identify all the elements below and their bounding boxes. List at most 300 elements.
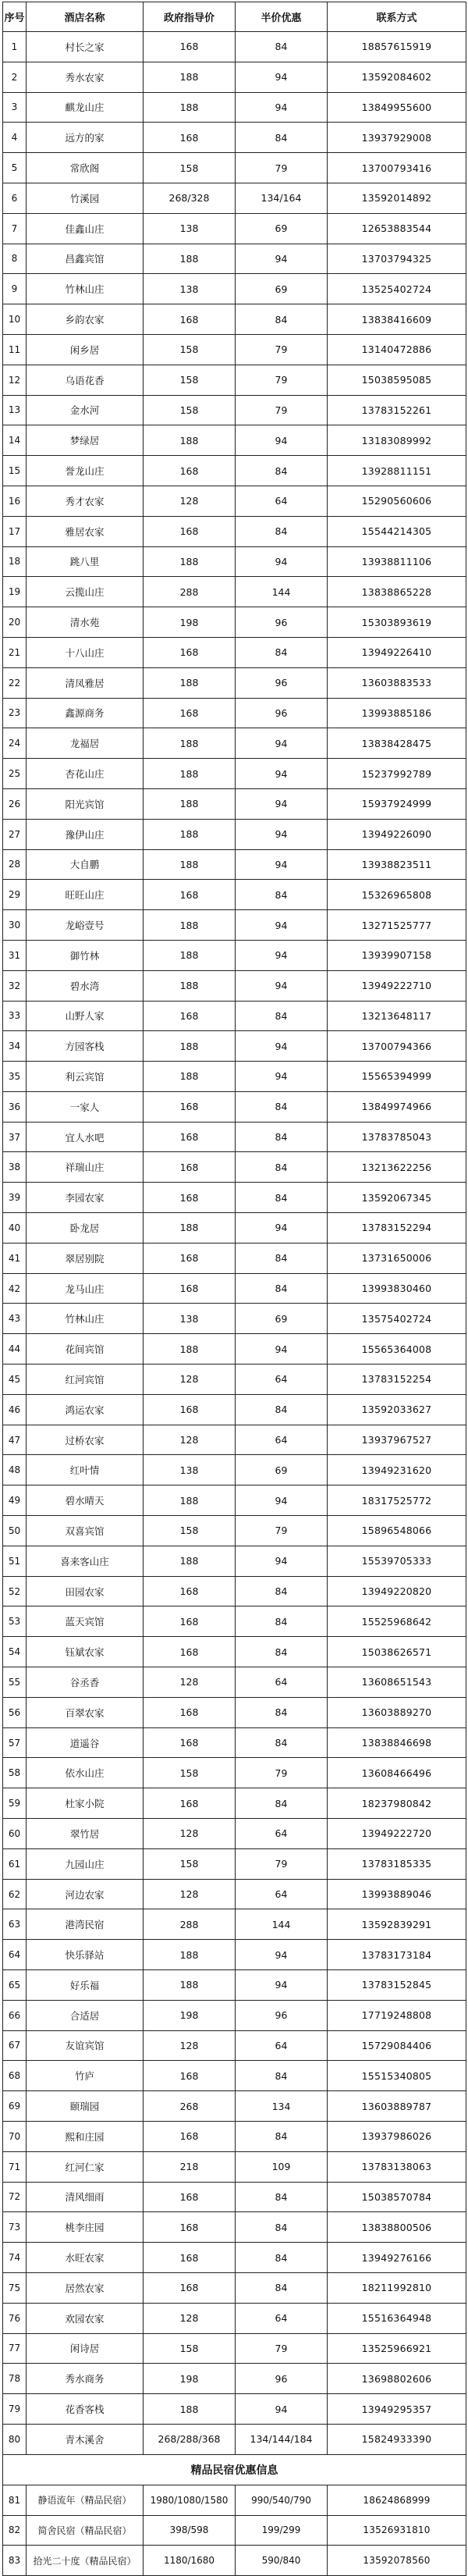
row-gov-price: 158 — [144, 1848, 236, 1879]
row-seq: 30 — [3, 910, 27, 941]
boutique-section — [3, 2454, 466, 2575]
table-row — [3, 2000, 466, 2030]
row-half-price: 94 — [236, 92, 328, 123]
row-half-price: 109 — [236, 2151, 328, 2182]
table-row — [3, 2212, 466, 2243]
header-contact: 联系方式 — [328, 2, 466, 32]
row-seq: 14 — [3, 425, 27, 456]
row-seq: 32 — [3, 970, 27, 1001]
row-half-price: 84 — [236, 2121, 328, 2151]
row-hotel-name: 利云宾馆 — [27, 1062, 144, 1092]
header-gov-price: 政府指导价 — [144, 2, 236, 32]
row-hotel-name: 竹林山庄 — [27, 274, 144, 304]
table-row — [3, 2424, 466, 2454]
row-phone: 13783785043 — [328, 1122, 466, 1152]
hotel-rows — [3, 32, 466, 2455]
row-seq: 66 — [3, 2000, 27, 2030]
row-seq: 49 — [3, 1485, 27, 1516]
row-phone: 15038626571 — [328, 1637, 466, 1667]
row-half-price: 79 — [236, 153, 328, 183]
row-gov-price: 168 — [144, 1697, 236, 1727]
row-phone: 15544214305 — [328, 516, 466, 546]
row-half-price: 134/144/184 — [236, 2424, 328, 2454]
row-hotel-name: 好乐福 — [27, 1970, 144, 2001]
row-phone: 13949276166 — [328, 2243, 466, 2273]
row-gov-price: 128 — [144, 1667, 236, 1698]
table-row — [3, 728, 466, 759]
row-seq: 37 — [3, 1122, 27, 1152]
table-row — [3, 1727, 466, 1758]
row-seq: 7 — [3, 213, 27, 244]
row-hotel-name: 喜来客山庄 — [27, 1546, 144, 1576]
row-phone: 15565394999 — [328, 1062, 466, 1092]
row-hotel-name: 旺旺山庄 — [27, 880, 144, 910]
row-phone: 13213648117 — [328, 1001, 466, 1031]
header-seq: 序号 — [3, 2, 27, 32]
table-row — [3, 486, 466, 516]
row-gov-price: 138 — [144, 213, 236, 244]
row-hotel-name: 颐瑞园 — [27, 2091, 144, 2122]
row-gov-price: 158 — [144, 2333, 236, 2364]
table-row — [3, 425, 466, 456]
row-gov-price: 168 — [144, 1091, 236, 1122]
row-half-price: 94 — [236, 1970, 328, 2001]
row-gov-price: 138 — [144, 1304, 236, 1334]
row-gov-price: 168 — [144, 637, 236, 667]
row-seq: 40 — [3, 1213, 27, 1244]
row-gov-price: 168 — [144, 1394, 236, 1425]
row-phone: 13608651543 — [328, 1667, 466, 1698]
row-hotel-name: 佳鑫山庄 — [27, 213, 144, 244]
table-row — [3, 2515, 466, 2546]
row-seq: 46 — [3, 1394, 27, 1425]
row-phone: 18317525772 — [328, 1485, 466, 1516]
table-row — [3, 213, 466, 244]
row-gov-price: 398/598 — [144, 2515, 236, 2546]
row-hotel-name: 谷丞香 — [27, 1667, 144, 1698]
table-row — [3, 1152, 466, 1183]
row-hotel-name: 花香客栈 — [27, 2394, 144, 2425]
table-row — [3, 940, 466, 970]
row-seq: 79 — [3, 2394, 27, 2425]
row-phone: 13592033627 — [328, 1394, 466, 1425]
table-row — [3, 395, 466, 425]
table-row — [3, 1183, 466, 1213]
row-phone: 13608466496 — [328, 1758, 466, 1788]
row-phone: 13849955600 — [328, 92, 466, 123]
row-seq: 26 — [3, 788, 27, 819]
row-half-price: 84 — [236, 1788, 328, 1819]
row-hotel-name: 卧龙居 — [27, 1213, 144, 1244]
row-seq: 51 — [3, 1546, 27, 1576]
row-half-price: 64 — [236, 1879, 328, 1909]
row-phone: 13603889787 — [328, 2091, 466, 2122]
boutique-section-title: 精品民宿优惠信息 — [3, 2454, 466, 2485]
row-phone: 15515340805 — [328, 2061, 466, 2091]
row-seq: 16 — [3, 486, 27, 516]
row-hotel-name: 钰斌农家 — [27, 1637, 144, 1667]
table-row — [3, 546, 466, 577]
row-hotel-name: 九园山庄 — [27, 1848, 144, 1879]
row-hotel-name: 静语流年（精品民宿） — [27, 2485, 144, 2515]
table-row — [3, 2061, 466, 2091]
row-gov-price: 158 — [144, 1758, 236, 1788]
table-row — [3, 1697, 466, 1727]
row-gov-price: 218 — [144, 2151, 236, 2182]
row-hotel-name: 阳光宾馆 — [27, 788, 144, 819]
row-half-price: 64 — [236, 2030, 328, 2061]
row-gov-price: 168 — [144, 1637, 236, 1667]
row-seq: 21 — [3, 637, 27, 667]
row-phone: 18237980842 — [328, 1788, 466, 1819]
row-half-price: 134/164 — [236, 183, 328, 213]
table-row — [3, 123, 466, 153]
row-hotel-name: 翠居别院 — [27, 1243, 144, 1273]
row-phone: 13526931810 — [328, 2515, 466, 2546]
table-row — [3, 1667, 466, 1698]
row-half-price: 84 — [236, 1606, 328, 1637]
row-hotel-name: 清凤雅居 — [27, 667, 144, 698]
row-hotel-name: 熙和庄园 — [27, 2121, 144, 2151]
row-half-price: 84 — [236, 1122, 328, 1152]
row-phone: 13838865228 — [328, 577, 466, 607]
row-gov-price: 168 — [144, 2272, 236, 2303]
row-gov-price: 188 — [144, 849, 236, 880]
row-seq: 73 — [3, 2212, 27, 2243]
table-row — [3, 1788, 466, 1819]
row-seq: 63 — [3, 1909, 27, 1940]
row-hotel-name: 秀才农家 — [27, 486, 144, 516]
row-half-price: 79 — [236, 334, 328, 365]
row-hotel-name: 方园客栈 — [27, 1031, 144, 1062]
row-phone: 13592084602 — [328, 62, 466, 92]
row-phone: 18857615919 — [328, 32, 466, 62]
row-gov-price: 128 — [144, 2303, 236, 2333]
table-row — [3, 1394, 466, 1425]
row-gov-price: 168 — [144, 880, 236, 910]
row-hotel-name: 闲乡居 — [27, 334, 144, 365]
row-gov-price: 198 — [144, 2000, 236, 2030]
row-seq: 69 — [3, 2091, 27, 2122]
row-half-price: 84 — [236, 1273, 328, 1304]
table-row — [3, 2272, 466, 2303]
row-gov-price: 188 — [144, 759, 236, 789]
row-half-price: 84 — [236, 516, 328, 546]
table-row — [3, 274, 466, 304]
row-hotel-name: 翠竹居 — [27, 1819, 144, 1849]
row-half-price: 64 — [236, 486, 328, 516]
row-seq: 17 — [3, 516, 27, 546]
row-phone: 15290560606 — [328, 486, 466, 516]
row-gov-price: 188 — [144, 1546, 236, 1576]
row-seq: 31 — [3, 940, 27, 970]
table-row — [3, 1031, 466, 1062]
row-half-price: 134 — [236, 2091, 328, 2122]
row-phone: 15896548066 — [328, 1516, 466, 1546]
row-half-price: 69 — [236, 1455, 328, 1485]
row-hotel-name: 宜人水吧 — [27, 1122, 144, 1152]
row-seq: 3 — [3, 92, 27, 123]
row-seq: 82 — [3, 2515, 27, 2546]
row-phone: 13949231620 — [328, 1455, 466, 1485]
row-half-price: 94 — [236, 910, 328, 941]
row-phone: 13700793416 — [328, 153, 466, 183]
table-row — [3, 244, 466, 274]
table-row — [3, 1062, 466, 1092]
row-hotel-name: 乡韵农家 — [27, 304, 144, 335]
table-row — [3, 607, 466, 638]
row-half-price: 79 — [236, 1758, 328, 1788]
row-gov-price: 168 — [144, 2182, 236, 2212]
row-hotel-name: 龙福居 — [27, 728, 144, 759]
row-hotel-name: 竹庐 — [27, 2061, 144, 2091]
row-gov-price: 268/288/368 — [144, 2424, 236, 2454]
row-half-price: 84 — [236, 2243, 328, 2273]
row-half-price: 94 — [236, 425, 328, 456]
row-gov-price: 158 — [144, 334, 236, 365]
row-hotel-name: 红叶情 — [27, 1455, 144, 1485]
row-half-price: 64 — [236, 1819, 328, 1849]
row-gov-price: 1980/1080/1580 — [144, 2485, 236, 2515]
row-phone: 18211992810 — [328, 2272, 466, 2303]
row-phone: 13783138063 — [328, 2151, 466, 2182]
row-seq: 11 — [3, 334, 27, 365]
row-phone: 13783152845 — [328, 1970, 466, 2001]
row-hotel-name: 清风细雨 — [27, 2182, 144, 2212]
row-half-price: 84 — [236, 1243, 328, 1273]
row-hotel-name: 金水河 — [27, 395, 144, 425]
row-seq: 45 — [3, 1364, 27, 1395]
row-seq: 61 — [3, 1848, 27, 1879]
row-hotel-name: 田园农家 — [27, 1576, 144, 1606]
row-phone: 13838846698 — [328, 1727, 466, 1758]
row-half-price: 96 — [236, 2364, 328, 2394]
row-half-price: 84 — [236, 1152, 328, 1183]
row-gov-price: 128 — [144, 1425, 236, 1455]
table-row — [3, 1848, 466, 1879]
row-half-price: 94 — [236, 62, 328, 92]
row-phone: 13525402724 — [328, 274, 466, 304]
row-half-price: 84 — [236, 1183, 328, 1213]
table-row — [3, 365, 466, 395]
row-half-price: 79 — [236, 395, 328, 425]
row-phone: 13949220820 — [328, 1576, 466, 1606]
table-row — [3, 2303, 466, 2333]
row-half-price: 94 — [236, 1334, 328, 1364]
row-hotel-name: 碧水晴天 — [27, 1485, 144, 1516]
table-row — [3, 910, 466, 941]
row-hotel-name: 常欣阁 — [27, 153, 144, 183]
row-half-price: 94 — [236, 759, 328, 789]
table-row — [3, 1546, 466, 1576]
row-phone: 13183089992 — [328, 425, 466, 456]
row-gov-price: 268/328 — [144, 183, 236, 213]
row-gov-price: 168 — [144, 2121, 236, 2151]
row-seq: 76 — [3, 2303, 27, 2333]
row-hotel-name: 蓝天宾馆 — [27, 1606, 144, 1637]
row-phone: 13949226090 — [328, 819, 466, 849]
row-gov-price: 168 — [144, 1606, 236, 1637]
row-phone: 13949226410 — [328, 637, 466, 667]
row-seq: 41 — [3, 1243, 27, 1273]
row-half-price: 94 — [236, 1546, 328, 1576]
row-gov-price: 188 — [144, 62, 236, 92]
row-seq: 52 — [3, 1576, 27, 1606]
row-seq: 36 — [3, 1091, 27, 1122]
row-hotel-name: 村长之家 — [27, 32, 144, 62]
row-hotel-name: 清水苑 — [27, 607, 144, 638]
table-row — [3, 2546, 466, 2576]
row-phone: 15237992789 — [328, 759, 466, 789]
row-seq: 6 — [3, 183, 27, 213]
row-gov-price: 168 — [144, 2061, 236, 2091]
row-half-price: 94 — [236, 819, 328, 849]
row-hotel-name: 誉龙山庄 — [27, 456, 144, 486]
row-phone: 13783152294 — [328, 1213, 466, 1244]
table-row — [3, 970, 466, 1001]
row-phone: 12653883544 — [328, 213, 466, 244]
row-half-price: 84 — [236, 1697, 328, 1727]
row-half-price: 79 — [236, 1516, 328, 1546]
row-hotel-name: 远方的家 — [27, 123, 144, 153]
row-phone: 13603889270 — [328, 1697, 466, 1727]
row-seq: 42 — [3, 1273, 27, 1304]
row-gov-price: 188 — [144, 1940, 236, 1970]
row-phone: 13838800506 — [328, 2212, 466, 2243]
table-row — [3, 456, 466, 486]
row-gov-price: 188 — [144, 1031, 236, 1062]
row-phone: 13603883533 — [328, 667, 466, 698]
row-gov-price: 268 — [144, 2091, 236, 2122]
row-phone: 13783185335 — [328, 1848, 466, 1879]
table-row — [3, 759, 466, 789]
table-row — [3, 1940, 466, 1970]
hotel-price-table — [2, 2, 466, 2576]
row-seq: 60 — [3, 1819, 27, 1849]
row-half-price: 96 — [236, 2000, 328, 2030]
row-gov-price: 168 — [144, 2212, 236, 2243]
table-row — [3, 1364, 466, 1395]
row-half-price: 590/840 — [236, 2546, 328, 2576]
row-seq: 23 — [3, 698, 27, 728]
row-phone: 15525968642 — [328, 1606, 466, 1637]
table-row — [3, 2394, 466, 2425]
row-seq: 18 — [3, 546, 27, 577]
table-row — [3, 516, 466, 546]
row-hotel-name: 道遥谷 — [27, 1727, 144, 1758]
row-half-price: 84 — [236, 1637, 328, 1667]
row-half-price: 94 — [236, 788, 328, 819]
row-phone: 13849974966 — [328, 1091, 466, 1122]
row-hotel-name: 简舍民宿（精品民宿） — [27, 2515, 144, 2546]
row-hotel-name: 杜家小院 — [27, 1788, 144, 1819]
row-phone: 13592839291 — [328, 1909, 466, 1940]
table-row — [3, 304, 466, 335]
table-row — [3, 1909, 466, 1940]
row-gov-price: 188 — [144, 1062, 236, 1092]
row-gov-price: 168 — [144, 1243, 236, 1273]
row-hotel-name: 港湾民宿 — [27, 1909, 144, 1940]
row-half-price: 84 — [236, 1576, 328, 1606]
row-hotel-name: 云揽山庄 — [27, 577, 144, 607]
row-gov-price: 188 — [144, 788, 236, 819]
row-half-price: 79 — [236, 1848, 328, 1879]
row-hotel-name: 拾光二十度（精品民宿） — [27, 2546, 144, 2576]
row-gov-price: 188 — [144, 92, 236, 123]
row-seq: 12 — [3, 365, 27, 395]
row-half-price: 69 — [236, 274, 328, 304]
row-seq: 13 — [3, 395, 27, 425]
row-gov-price: 158 — [144, 1516, 236, 1546]
row-phone: 13700794366 — [328, 1031, 466, 1062]
row-hotel-name: 十八山庄 — [27, 637, 144, 667]
row-hotel-name: 合适居 — [27, 2000, 144, 2030]
row-gov-price: 1180/1680 — [144, 2546, 236, 2576]
row-hotel-name: 碧水湾 — [27, 970, 144, 1001]
row-phone: 13937986026 — [328, 2121, 466, 2151]
row-gov-price: 168 — [144, 32, 236, 62]
row-seq: 62 — [3, 1879, 27, 1909]
row-half-price: 84 — [236, 1091, 328, 1122]
row-half-price: 64 — [236, 2303, 328, 2333]
row-phone: 18624868999 — [328, 2485, 466, 2515]
row-half-price: 94 — [236, 1213, 328, 1244]
row-seq: 15 — [3, 456, 27, 486]
row-gov-price: 168 — [144, 1183, 236, 1213]
row-hotel-name: 过桥农家 — [27, 1425, 144, 1455]
row-phone: 15038595085 — [328, 365, 466, 395]
row-half-price: 79 — [236, 365, 328, 395]
table-row — [3, 880, 466, 910]
row-half-price: 96 — [236, 667, 328, 698]
row-phone: 15824933390 — [328, 2424, 466, 2454]
table-row — [3, 2030, 466, 2061]
row-seq: 10 — [3, 304, 27, 335]
row-gov-price: 128 — [144, 1819, 236, 1849]
row-seq: 83 — [3, 2546, 27, 2576]
row-gov-price: 168 — [144, 1576, 236, 1606]
row-phone: 13993830460 — [328, 1273, 466, 1304]
row-seq: 8 — [3, 244, 27, 274]
table-row — [3, 1970, 466, 2001]
row-seq: 80 — [3, 2424, 27, 2454]
row-phone: 13937967527 — [328, 1425, 466, 1455]
header-hotel-name: 酒店名称 — [27, 2, 144, 32]
row-phone: 15516364948 — [328, 2303, 466, 2333]
row-half-price: 84 — [236, 1727, 328, 1758]
table-row — [3, 183, 466, 213]
table-row — [3, 698, 466, 728]
row-gov-price: 168 — [144, 304, 236, 335]
table-row — [3, 1425, 466, 1455]
row-gov-price: 188 — [144, 819, 236, 849]
row-seq: 9 — [3, 274, 27, 304]
table-row — [3, 577, 466, 607]
row-seq: 29 — [3, 880, 27, 910]
table-row — [3, 1819, 466, 1849]
row-phone: 15038570784 — [328, 2182, 466, 2212]
row-hotel-name: 雅居农家 — [27, 516, 144, 546]
row-phone: 13575402724 — [328, 1304, 466, 1334]
row-seq: 65 — [3, 1970, 27, 2001]
row-half-price: 79 — [236, 2333, 328, 2364]
row-hotel-name: 御竹林 — [27, 940, 144, 970]
row-phone: 15326965808 — [328, 880, 466, 910]
row-hotel-name: 秀水农家 — [27, 62, 144, 92]
row-hotel-name: 鑫源商务 — [27, 698, 144, 728]
header-half-price: 半价优惠 — [236, 2, 328, 32]
row-seq: 34 — [3, 1031, 27, 1062]
